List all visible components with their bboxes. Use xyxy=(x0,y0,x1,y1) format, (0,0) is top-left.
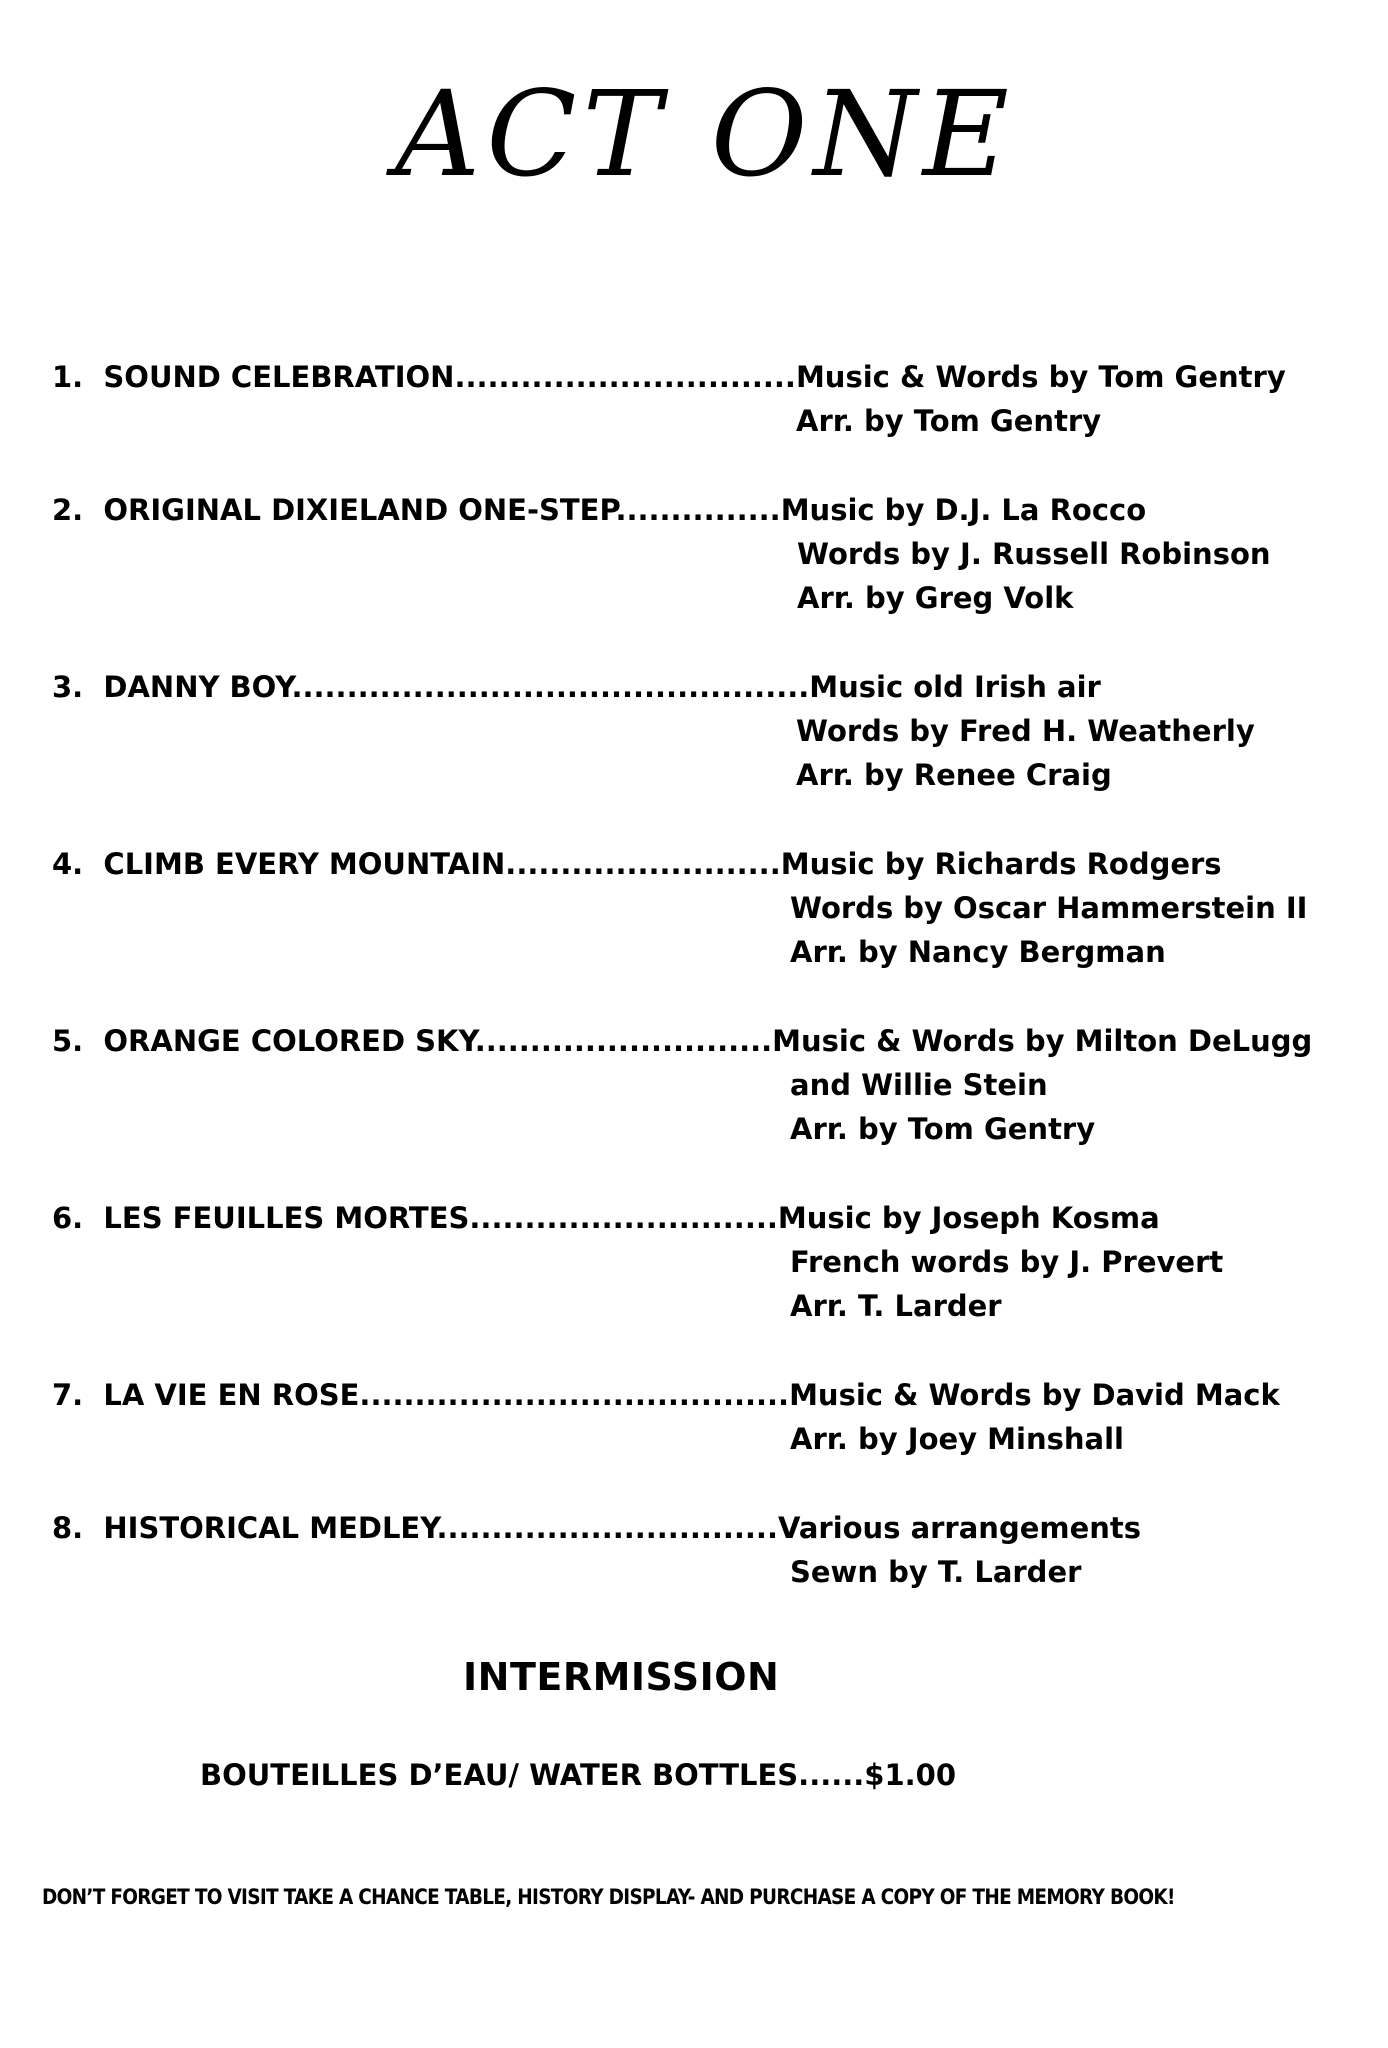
credit-line: Words by J. Russell Robinson xyxy=(797,537,1271,571)
credit-line: Music & Words by Milton DeLugg xyxy=(772,1024,1313,1058)
credit-line: Music by Richards Rodgers xyxy=(780,847,1222,881)
song-title: HISTORICAL MEDLEY xyxy=(103,1511,437,1545)
item-number: 5. xyxy=(52,1024,84,1058)
song-title: SOUND CELEBRATION xyxy=(103,360,455,394)
item-number: 1. xyxy=(52,360,84,394)
dot-leader: ........................... xyxy=(474,1024,773,1058)
item-number: 8. xyxy=(52,1511,84,1545)
credit-line: Arr. by Joey Minshall xyxy=(790,1422,1124,1456)
program-item-heading xyxy=(52,1196,1223,1240)
program-item-6 xyxy=(52,1196,1223,1328)
program-item-5 xyxy=(52,1019,1312,1151)
dot-leader: ....................................... xyxy=(359,1378,790,1412)
program-item-8 xyxy=(52,1506,1141,1594)
credit-line: Words by Fred H. Weatherly xyxy=(796,714,1255,748)
footer-note: DON’T FORGET TO VISIT TAKE A CHANCE TABLE, HISTORY DISPLAY- AND PURCHASE A COPY OF THE MEMORY BOOK! xyxy=(42,1885,1175,1909)
program-item-2 xyxy=(52,488,1271,620)
program-item-heading xyxy=(52,1506,1141,1550)
credit-line: Arr. by Greg Volk xyxy=(797,581,1074,615)
credit-line: Arr. by Tom Gentry xyxy=(796,404,1102,438)
item-number: 7. xyxy=(52,1378,84,1412)
credit-line: Various arrangements xyxy=(777,1511,1142,1545)
program-item-heading xyxy=(52,488,1271,532)
item-number: 4. xyxy=(52,847,84,881)
program-item-heading xyxy=(52,842,1307,886)
program-item-3 xyxy=(52,665,1255,797)
program-item-heading xyxy=(52,665,1255,709)
intermission-heading: INTERMISSION xyxy=(463,1655,780,1699)
credit-line: Music by Joseph Kosma xyxy=(777,1201,1160,1235)
item-number: 2. xyxy=(52,493,84,527)
program-item-1 xyxy=(52,355,1286,443)
credit-line: Words by Oscar Hammerstein II xyxy=(790,891,1308,925)
credit-line: Arr. T. Larder xyxy=(790,1289,1002,1323)
credit-line: Music & Words by Tom Gentry xyxy=(795,360,1286,394)
dot-leader: ............................ xyxy=(469,1201,778,1235)
song-title: ORIGINAL DIXIELAND ONE-STEP xyxy=(103,493,616,527)
dot-leader: ......................... xyxy=(505,847,781,881)
credit-line: Sewn by T. Larder xyxy=(790,1555,1082,1589)
song-title: LES FEUILLES MORTES xyxy=(103,1201,470,1235)
program-item-heading xyxy=(52,1019,1312,1063)
song-title: ORANGE COLORED SKY xyxy=(103,1024,475,1058)
song-title: CLIMB EVERY MOUNTAIN xyxy=(103,847,506,881)
credit-line: Arr. by Tom Gentry xyxy=(790,1112,1096,1146)
water-bottles-price: BOUTEILLES D’EAU/ WATER BOTTLES......$1.00 xyxy=(200,1758,957,1792)
song-title: DANNY BOY xyxy=(103,670,292,704)
program-item-4 xyxy=(52,842,1307,974)
item-number: 3. xyxy=(52,670,84,704)
program-item-heading xyxy=(52,355,1286,399)
item-number: 6. xyxy=(52,1201,84,1235)
dot-leader: ............................... xyxy=(436,1511,778,1545)
credit-line: Music & Words by David Mack xyxy=(789,1378,1280,1412)
program-item-7 xyxy=(52,1373,1280,1461)
credit-line: Arr. by Nancy Bergman xyxy=(790,935,1166,969)
credit-line: and Willie Stein xyxy=(790,1068,1048,1102)
page-title: ACT ONE xyxy=(395,65,1015,203)
dot-leader: ............... xyxy=(615,493,781,527)
dot-leader: ............................................... xyxy=(291,670,810,704)
dot-leader: ............................... xyxy=(454,360,796,394)
credit-line: French words by J. Prevert xyxy=(790,1245,1224,1279)
song-title: LA VIE EN ROSE xyxy=(103,1378,360,1412)
credit-line: Music by D.J. La Rocco xyxy=(780,493,1147,527)
credit-line: Arr. by Renee Craig xyxy=(796,758,1112,792)
credit-line: Music old Irish air xyxy=(809,670,1101,704)
program-item-heading xyxy=(52,1373,1280,1417)
